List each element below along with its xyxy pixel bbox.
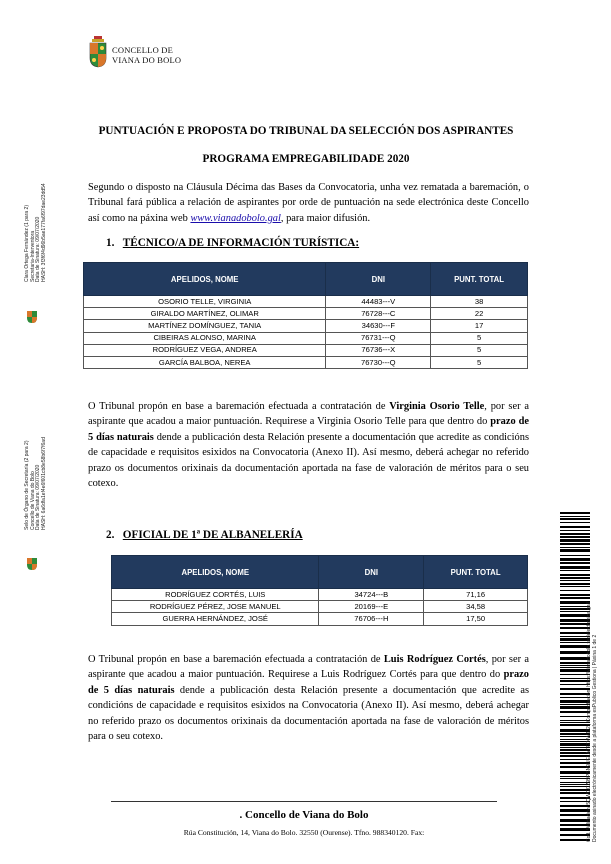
name-cell: RODRÍGUEZ VEGA, ANDREA <box>84 344 326 356</box>
paragraph-text: , por ser a aspirante que acadou a maior puntuación. Requirese a Virginia Osorio Telle para que dentro do <box>88 401 529 428</box>
section-2-heading <box>106 529 303 541</box>
section-1-paragraph <box>88 399 529 491</box>
signature-2-line: HASH: 6a6dfa1ef4e6f601cb8e58b6f7f6ad <box>40 437 47 530</box>
signature-2-line: Concello de Viana do Bolo <box>29 471 36 530</box>
paragraph-text: , por ser a aspirante que acadou a maior puntuación. Requirese a Luis Rodríguez Cortés para que dentro do <box>88 654 530 681</box>
paragraph-text: dende a publicación desta Relación presente a documentación que acredite as condicións de capacidade e requisitos esixidos na Convocatoria (Anexo II). Así mesmo, deberá achegar no referido prazo os documentos orixinais da documentación aportada na fase de valoración de méritos para o seu cotexo. <box>88 431 529 490</box>
name-cell: RODRÍGUEZ PÉREZ, JOSE MANUEL <box>112 601 319 613</box>
section-number: 2. <box>106 529 115 541</box>
score-cell: 38 <box>431 296 528 308</box>
dni-cell: 20169---E <box>319 601 424 613</box>
intro-paragraph <box>88 180 529 226</box>
barcode-bar <box>560 555 590 556</box>
signature-1-line: Secretaria-Interventora <box>29 230 36 282</box>
name-cell: GIRALDO MARTÍNEZ, OLIMAR <box>84 308 326 320</box>
section-title: OFICIAL DE 1ª DE ALBANELERÍA <box>122 529 303 541</box>
name-cell: CIBEIRAS ALONSO, MARINA <box>84 332 326 344</box>
barcode-bar <box>560 577 590 579</box>
seal-icon <box>26 310 38 324</box>
barcode-bar <box>560 547 590 548</box>
barcode-bar <box>560 597 590 599</box>
score-cell: 22 <box>431 308 528 320</box>
name-cell: OSORIO TELLE, VIRGINIA <box>84 296 326 308</box>
section-1-heading <box>106 237 359 249</box>
municipality-logo-text <box>112 45 181 65</box>
table-row <box>112 589 528 601</box>
barcode-bar <box>560 522 590 523</box>
validation-strip <box>586 602 598 842</box>
selected-candidate: Virginia Osorio Telle <box>389 401 485 412</box>
dni-cell: 76706---H <box>319 613 424 625</box>
table-row <box>112 613 528 625</box>
name-cell: GARCÍA BALBOA, NEREA <box>84 356 326 368</box>
table-row <box>84 356 528 368</box>
footer-divider <box>111 801 497 802</box>
dni-cell: 76731---Q <box>326 332 431 344</box>
barcode-bar <box>560 516 590 517</box>
logo-line-1: CONCELLO DE <box>112 45 173 55</box>
signature-block-2 <box>25 437 47 530</box>
table-header-row <box>84 263 528 296</box>
barcode-bar <box>560 512 590 514</box>
paragraph-text: dende a publicación desta Relación presente a documentación que acredite as condicións de capacidade e requisitos esixidos na Convocatoria (Anexo II). Así mesmo, deberá achegar no referido prazo os documentos orixinais da documentación aportada na fase de valoración de méritos para o seu cotexo. <box>88 684 529 743</box>
barcode-bar <box>560 566 590 569</box>
signature-block-1 <box>25 183 47 282</box>
score-cell: 34,58 <box>424 601 528 613</box>
dni-cell: 44483---V <box>326 296 431 308</box>
score-cell: 5 <box>431 356 528 368</box>
signature-1-line: Clara Ortega Fernández (1 para 2) <box>24 205 30 282</box>
results-table-1 <box>83 262 528 369</box>
deadline-text: prazo de 5 días naturais <box>88 669 529 696</box>
dni-cell: 76728---C <box>326 308 431 320</box>
dni-cell: 34724---B <box>319 589 424 601</box>
table-row <box>84 320 528 332</box>
logo-line-2: VIANA DO BOLO <box>112 55 182 65</box>
barcode-bar <box>560 580 590 581</box>
barcode-bar <box>560 549 590 552</box>
barcode-bar <box>560 539 590 542</box>
selected-candidate: Luis Rodríguez Cortés <box>383 654 486 665</box>
barcode-bar <box>560 590 590 591</box>
intro-text: Segundo o disposto na Cláusula Décima das Bases da Convocatoria, unha vez rematada a baremación, o Tribunal fará pública a relación de aspirantes por orde de puntuación na sede electrónica deste Concello así como na páxina web <box>88 182 529 224</box>
table-row <box>84 308 528 320</box>
score-cell: 5 <box>431 332 528 344</box>
barcode-bar <box>560 558 590 561</box>
dni-cell: 76730---Q <box>326 356 431 368</box>
dni-cell: 76736---X <box>326 344 431 356</box>
table-row <box>112 601 528 613</box>
score-cell: 17,50 <box>424 613 528 625</box>
results-table-2 <box>111 555 528 626</box>
paragraph-text: O Tribunal propón en base a baremación efectuada a contratación de <box>88 654 384 665</box>
signature-2-line: Data de Sinatura: 09/07/2020 <box>35 464 42 530</box>
table-row <box>84 332 528 344</box>
score-cell: 71,16 <box>424 589 528 601</box>
barcode-bar <box>560 526 590 528</box>
barcode-bar <box>560 570 590 571</box>
barcode-bar <box>560 562 590 564</box>
column-header: DNI <box>319 556 424 589</box>
barcode-bar <box>560 536 590 538</box>
column-header: PUNT. TOTAL <box>431 263 528 296</box>
coat-of-arms-icon <box>88 36 108 68</box>
barcode-bar <box>560 533 590 535</box>
footer-address: Rúa Constitución, 14, Viana do Bolo. 32550 (Ourense). Tfno. 988340120. Fax: <box>183 828 425 837</box>
deadline-text: prazo de 5 días naturais <box>88 416 529 443</box>
table-row <box>84 344 528 356</box>
signature-1-line: HASH: 3f3f6f4d96b5ae177fa6f97dae23dd54 <box>40 183 47 282</box>
score-cell: 17 <box>431 320 528 332</box>
website-link[interactable]: www.vianadobolo.gal <box>190 212 281 224</box>
signature-1-line: Data de Sinatura: 09/07/2020 <box>35 216 42 282</box>
name-cell: GUERRA HERNÁNDEZ, JOSÉ <box>112 613 319 625</box>
column-header: APELIDOS, NOME <box>112 556 319 589</box>
section-2-paragraph <box>88 652 529 744</box>
document-title: PUNTUACIÓN E PROPOSTA DO TRIBUNAL DA SELECCIÓN DOS ASPIRANTES <box>98 125 514 137</box>
intro-text-end: , para maior difusión. <box>280 212 371 224</box>
name-cell: MARTÍNEZ DOMÍNGUEZ, TANIA <box>84 320 326 332</box>
section-number: 1. <box>106 237 115 249</box>
score-cell: 5 <box>431 344 528 356</box>
barcode-bar <box>560 594 590 596</box>
table-row <box>84 296 528 308</box>
column-header: DNI <box>326 263 431 296</box>
validation-line: Documento asinado electrónicamente desde a plataforma esPublico Gestiona | Páxina 1 de 2 <box>592 634 598 842</box>
validation-line: Cod. Validación: 5QWGCZ99PSN9UELA77ZNWJJ2 | Comprobación: https://vianadobolo.sedelectronica.gal/ <box>586 601 592 842</box>
document-subtitle: PROGRAMA EMPREGABILIDADE 2020 <box>202 153 410 165</box>
barcode-bar <box>560 583 590 585</box>
barcode-bar <box>560 574 590 576</box>
section-title: TÉCNICO/A DE INFORMACIÓN TURÍSTICA: <box>122 237 360 249</box>
paragraph-text: O Tribunal propón en base a baremación efectuada a contratación de <box>88 401 390 412</box>
seal-icon <box>26 557 38 571</box>
table-header-row <box>112 556 528 589</box>
column-header: APELIDOS, NOME <box>84 263 326 296</box>
name-cell: RODRÍGUEZ CORTÉS, LUIS <box>112 589 319 601</box>
column-header: PUNT. TOTAL <box>424 556 528 589</box>
footer-organization: . Concello de Viana do Bolo <box>239 809 369 821</box>
barcode-bar <box>560 543 590 545</box>
barcode-bar <box>560 586 590 587</box>
signature-2-line: Selo de Órgano de Secretaría (2 para 2) <box>24 440 30 530</box>
barcode-bar <box>560 530 590 531</box>
dni-cell: 34630---F <box>326 320 431 332</box>
barcode-bar <box>560 518 590 520</box>
